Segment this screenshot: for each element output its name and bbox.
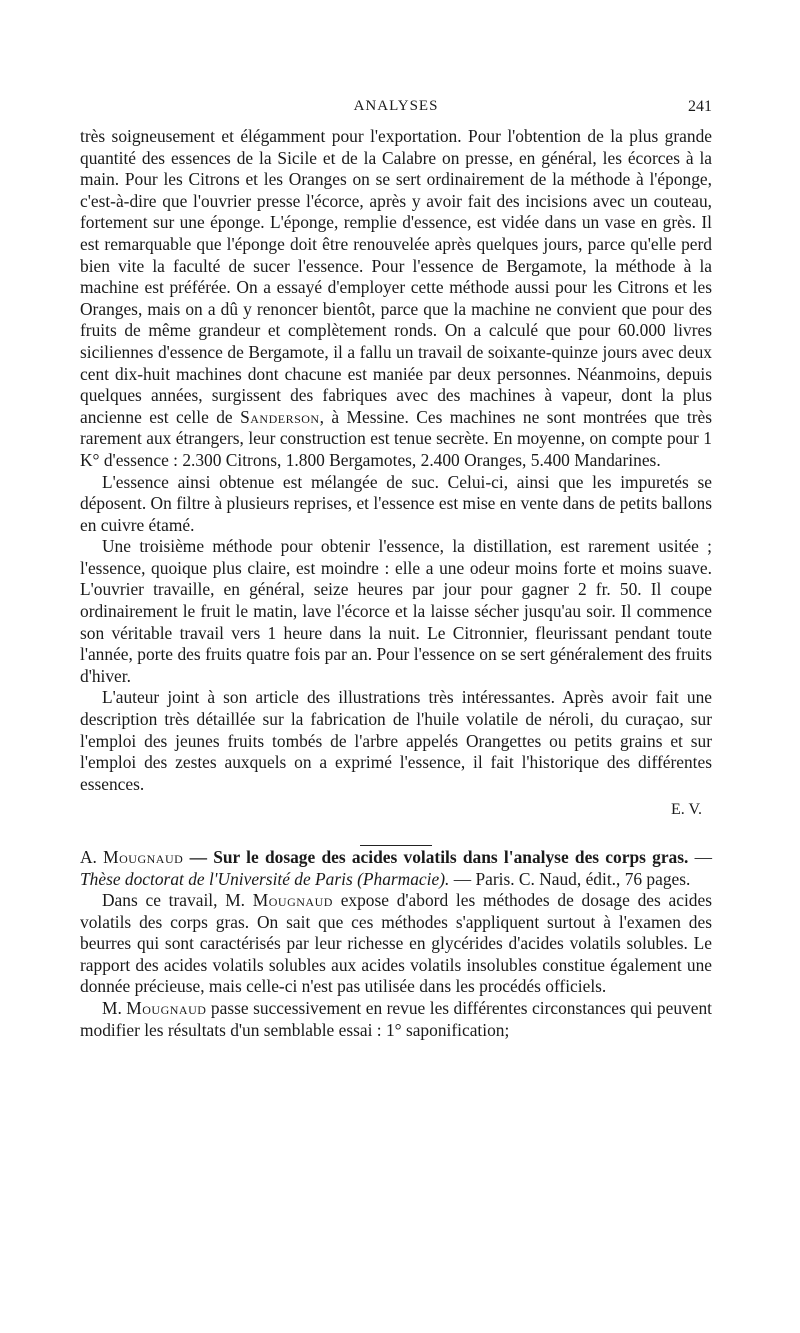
paragraph: Une troisième méthode pour obtenir l'essence, la distillation, est rarement usitée ; l'essence, quoique plus claire, est moindre : elle a une odeur moins forte et moins suave. L'ouvrier travaille, en général, seize heures par jour pour gagner 2 fr. 50. Il coupe ordinairement le fruit le matin, lave l'écorce et la laisse sécher jusqu'au soir. Il commence son véritable travail vers 1 heure dans la nuit. Le Citronnier, fleurissant pendant toute l'année, porte des fruits quatre fois par an. Pour l'essence on se sert généralement des fruits d'hiver. bbox=[80, 536, 712, 686]
paragraph-text: très soigneusement et élégamment pour l'exportation. Pour l'obtention de la plus grande quantité des essences de la Sicile et de la Calabre on presse, en général, les écorces à la main. Pour les Citrons et les Oranges on se sert ordinairement de la méthode à l'éponge, c'est-à-dire que l'ouvrier presse l'écorce, après y avoir fait des incisions avec un couteau, fortement sur une éponge. L'éponge, remplie d'essence, est vidée dans un vase en grès. Il est remarquable que l'éponge doit être renouvelée après quelques jours, parce qu'elle perd bien vite la faculté de sucer l'essence. Pour l'essence de Bergamote, la méthode à la machine est préférée. On a essayé d'employer cette méthode aussi pour les Citrons et les Oranges, mais on a dû y renoncer bientôt, parce que la machine ne convient que pour des fruits de même grandeur et complètement ronds. On a calculé que pour 60.000 livres siciliennes d'essence de Bergamote, il a fallu un travail de soixante-quinze jours avec deux cent dix-huit machines dont chacune est maniée par deux personnes. Néanmoins, depuis quelques années, surgissent des fabriques avec des machines à vapeur, dont la plus ancienne est celle de bbox=[80, 126, 712, 427]
paragraph: L'auteur joint à son article des illustrations très intéressantes. Après avoir fait une description très détaillée sur la fabrication de l'huile volatile de néroli, du curaçao, sur l'emploi des jeunes fruits tombés de l'arbre appelés Orangettes ou petits grains et sur l'emploi des zestes auxquels on a exprimé l'essence, il fait l'historique des différentes essences. bbox=[80, 687, 712, 794]
review-text: expose d'abord les méthodes de dosage des acides volatils des corps gras. On sait que ces méthodes s'appliquent surtout à l'examen des beurres qui sont caractérisés par leur richesse en glycérides d'acides volatils solubles. Le rapport des acides volatils solubles aux acides volatils insolubles constitue également une donnée précieuse, mais celle-ci n'est pas utilisée dans les procédés officiels. bbox=[80, 890, 712, 997]
review-thesis: Thèse doctorat de l'Université de Paris (Pharmacie). bbox=[80, 869, 450, 889]
review-text: passe successivement en revue les différentes circonstances qui peuvent modifier les résultats d'un semblable essai : 1° saponification; bbox=[80, 997, 712, 1040]
article-body bbox=[80, 126, 712, 1041]
review-title: — Sur le dosage des acides volatils dans l'analyse des corps gras. bbox=[189, 847, 689, 867]
review-paragraph bbox=[80, 890, 712, 998]
review-paragraph bbox=[80, 998, 712, 1041]
review-text: M. bbox=[102, 997, 122, 1018]
paragraph-text: , à Messine. Ces machines ne sont montrées que très rarement aux étrangers, leur construction est tenue secrète. En moyenne, on compte pour 1 K° d'essence : 2.300 Citrons, 1.800 Bergamotes, 2.400 Oranges, 5.400 Mandarines. bbox=[80, 406, 712, 470]
running-head-title: ANALYSES bbox=[353, 98, 439, 114]
review-publisher: — Paris. C. Naud, édit., 76 pages. bbox=[453, 869, 691, 889]
paragraph: L'essence ainsi obtenue est mélangée de suc. Celui-ci, ainsi que les impuretés se déposent. On filtre à plusieurs reprises, et l'essence est mise en vente dans de petits ballons en cuivre étamé. bbox=[80, 471, 712, 535]
review-dash: — bbox=[694, 847, 712, 867]
reviewer-signature: E. V. bbox=[671, 801, 702, 819]
name-sanderson: Sanderson bbox=[240, 406, 320, 427]
page-number: 241 bbox=[688, 98, 712, 115]
review-header bbox=[80, 846, 712, 890]
running-head bbox=[80, 98, 712, 122]
review-author-initial: A. bbox=[80, 847, 97, 867]
review-text: Dans ce travail, M. bbox=[102, 890, 246, 910]
review-author-mention: Mougnaud bbox=[126, 997, 207, 1018]
paragraph-continuation bbox=[80, 126, 712, 472]
review-author-name: Mougnaud bbox=[103, 847, 184, 867]
review-author-mention: Mougnaud bbox=[252, 890, 333, 910]
